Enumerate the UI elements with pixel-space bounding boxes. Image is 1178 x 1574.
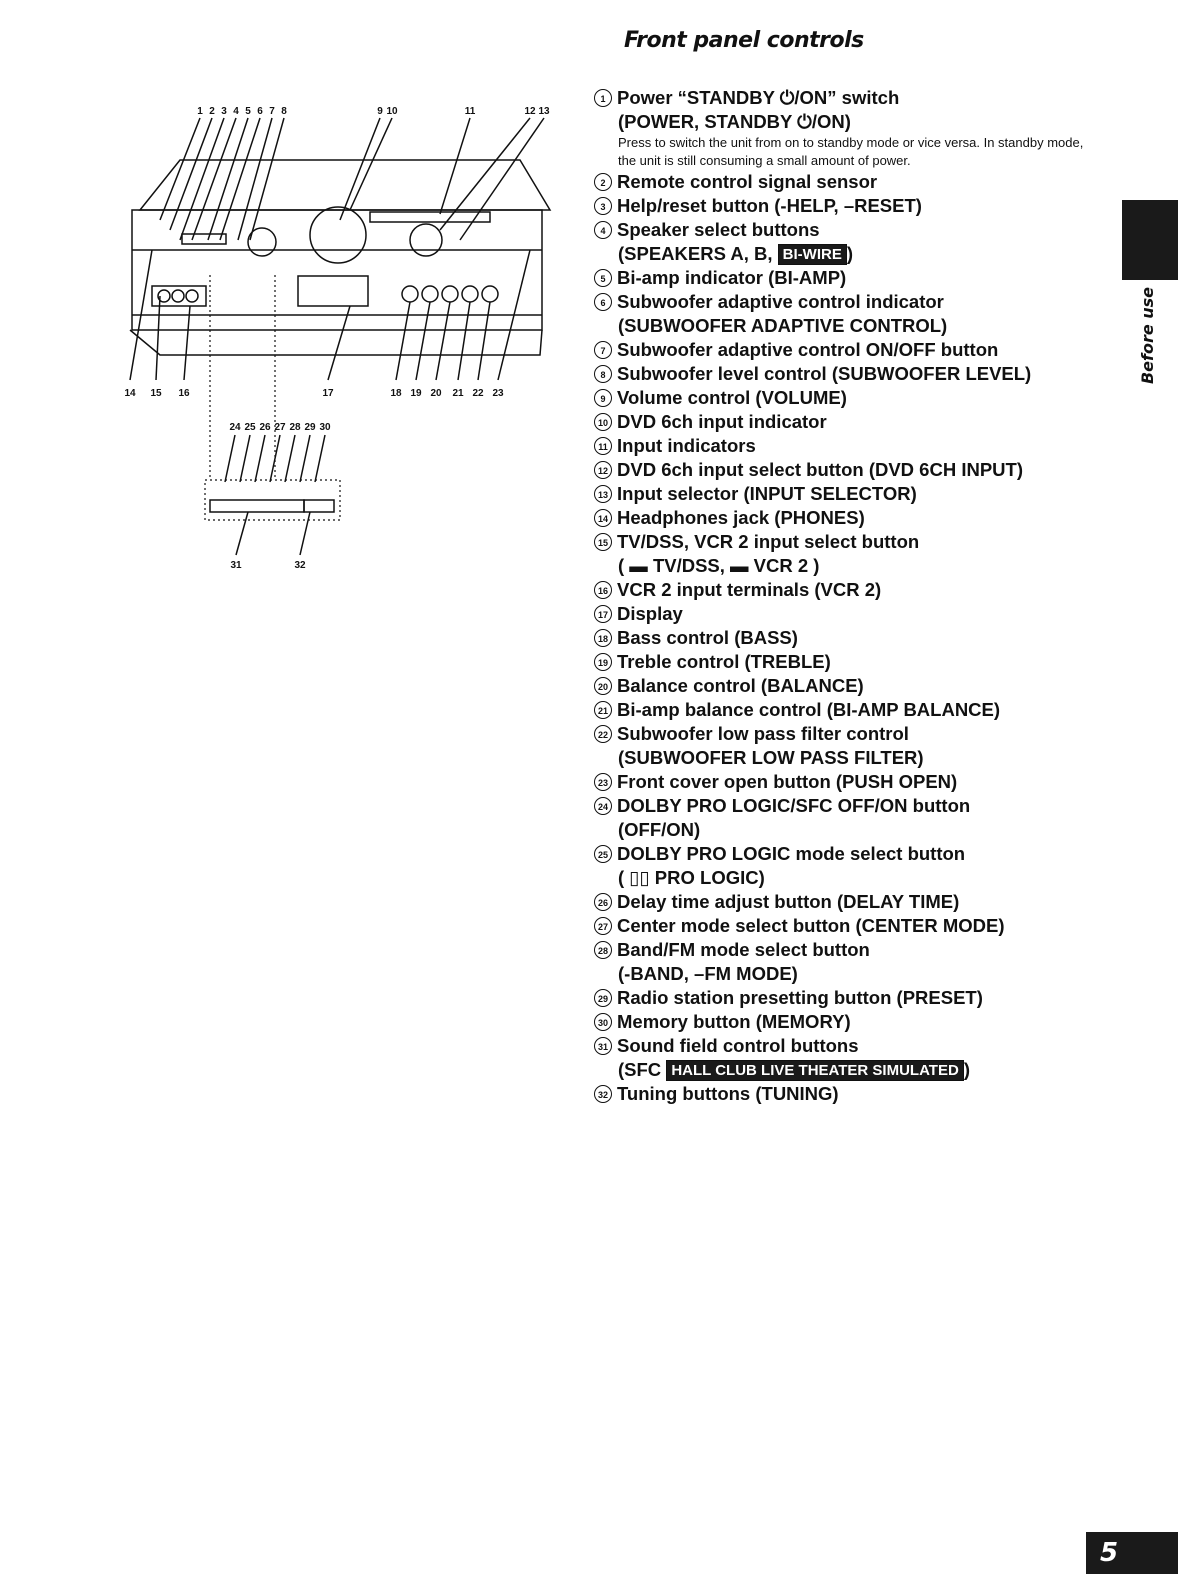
list-item [594, 986, 1114, 1010]
callout-2: 2 [209, 106, 215, 117]
list-item [594, 194, 1114, 218]
item-number-badge: 6 [594, 293, 612, 311]
item-number-badge: 1 [594, 89, 612, 107]
callout-10: 10 [386, 106, 398, 117]
item-label: Volume control (VOLUME) [617, 387, 847, 408]
item-label: Remote control signal sensor [617, 171, 878, 192]
list-item [594, 458, 1114, 482]
item-label: Subwoofer low pass filter control [617, 723, 909, 744]
list-item [594, 86, 1114, 170]
controls-list [594, 86, 1114, 1106]
item-label: Radio station presetting button (PRESET) [617, 987, 983, 1008]
callout-31: 31 [230, 560, 242, 571]
list-item [594, 506, 1114, 530]
section-tab-marker [1122, 200, 1178, 280]
page-number: 5 [1086, 1532, 1178, 1574]
list-item [594, 1034, 1114, 1082]
item-label: DOLBY PRO LOGIC/SFC OFF/ON button [617, 795, 971, 816]
item-label: VCR 2 input terminals (VCR 2) [617, 579, 882, 600]
item-number-badge: 15 [594, 533, 612, 551]
item-label: DOLBY PRO LOGIC mode select button [617, 843, 966, 864]
item-number-badge: 25 [594, 845, 612, 863]
list-item [594, 650, 1114, 674]
callout-26: 26 [259, 422, 271, 433]
item-label: Input indicators [617, 435, 756, 456]
item-label: Bi-amp balance control (BI-AMP BALANCE) [617, 699, 1001, 720]
item-badge-suffix: ) [846, 243, 854, 264]
list-item [594, 530, 1114, 578]
item-label: Tuning buttons (TUNING) [617, 1083, 839, 1104]
item-label: DVD 6ch input select button (DVD 6CH INPUT) [617, 459, 1023, 480]
callout-32: 32 [294, 560, 306, 571]
callout-19: 19 [410, 388, 422, 399]
callout-numbers [124, 106, 550, 571]
item-number-badge: 29 [594, 989, 612, 1007]
callout-25: 25 [244, 422, 256, 433]
list-item [594, 770, 1114, 794]
list-item [594, 626, 1114, 650]
callout-12: 12 [524, 106, 536, 117]
item-sublabel: ( ▬ TV/DSS, ▬ VCR 2 ) [618, 555, 820, 576]
list-item [594, 1082, 1114, 1106]
item-badge: HALL CLUB LIVE THEATER SIMULATED [666, 1060, 964, 1081]
callout-3: 3 [221, 106, 227, 117]
item-label: Power “STANDBY ⏻/ON” switch [617, 87, 900, 108]
item-label: Bass control (BASS) [617, 627, 798, 648]
item-label: DVD 6ch input indicator [617, 411, 827, 432]
list-item [594, 938, 1114, 986]
list-item [594, 722, 1114, 770]
subpanel-guide [205, 275, 340, 520]
list-item [594, 482, 1114, 506]
item-number-badge: 8 [594, 365, 612, 383]
item-label: Sound field control buttons [617, 1035, 859, 1056]
list-item [594, 338, 1114, 362]
list-item [594, 410, 1114, 434]
item-sublabel: (POWER, STANDBY ⏻/ON) [618, 111, 851, 132]
item-label: Help/reset button (-HELP, –RESET) [617, 195, 922, 216]
list-item [594, 890, 1114, 914]
callout-23: 23 [492, 388, 504, 399]
list-item [594, 794, 1114, 842]
item-label: Front cover open button (PUSH OPEN) [617, 771, 958, 792]
list-item [594, 266, 1114, 290]
callout-6: 6 [257, 106, 263, 117]
item-number-badge: 18 [594, 629, 612, 647]
item-description: Press to switch the unit from on to standby mode or vice versa. In standby mode, the unit is still consuming a small amount of power. [618, 135, 1084, 168]
list-item [594, 914, 1114, 938]
item-label: Delay time adjust button (DELAY TIME) [617, 891, 960, 912]
item-label: Band/FM mode select button [617, 939, 870, 960]
callout-15: 15 [150, 388, 162, 399]
item-number-badge: 14 [594, 509, 612, 527]
callout-30: 30 [319, 422, 331, 433]
list-item [594, 218, 1114, 266]
item-sublabel: (-BAND, –FM MODE) [618, 963, 798, 984]
front-panel-diagram [60, 90, 560, 590]
item-label: Display [617, 603, 683, 624]
callout-5: 5 [245, 106, 251, 117]
item-number-badge: 12 [594, 461, 612, 479]
item-number-badge: 19 [594, 653, 612, 671]
list-item [594, 434, 1114, 458]
item-sublabel: ( ▯▯ PRO LOGIC) [618, 867, 765, 888]
item-number-badge: 28 [594, 941, 612, 959]
item-number-badge: 30 [594, 1013, 612, 1031]
callout-28: 28 [289, 422, 301, 433]
callout-14: 14 [124, 388, 136, 399]
item-number-badge: 20 [594, 677, 612, 695]
list-item [594, 1010, 1114, 1034]
item-label: Memory button (MEMORY) [617, 1011, 851, 1032]
callout-24: 24 [229, 422, 241, 433]
section-tab [1128, 286, 1168, 384]
callout-9: 9 [377, 106, 383, 117]
item-number-badge: 17 [594, 605, 612, 623]
list-item [594, 170, 1114, 194]
item-label: Center mode select button (CENTER MODE) [617, 915, 1005, 936]
item-number-badge: 2 [594, 173, 612, 191]
item-number-badge: 13 [594, 485, 612, 503]
item-number-badge: 24 [594, 797, 612, 815]
item-label: Subwoofer adaptive control ON/OFF button [617, 339, 999, 360]
item-number-badge: 26 [594, 893, 612, 911]
item-number-badge: 4 [594, 221, 612, 239]
page-title: Front panel controls [624, 28, 864, 53]
item-label: TV/DSS, VCR 2 input select button [617, 531, 920, 552]
item-label: Treble control (TREBLE) [617, 651, 831, 672]
item-sublabel: (OFF/ON) [618, 819, 701, 840]
callout-27: 27 [274, 422, 286, 433]
item-sublabel: (SPEAKERS A, B, [618, 243, 778, 264]
callout-4: 4 [233, 106, 239, 117]
callout-18: 18 [390, 388, 402, 399]
receiver-outline [130, 118, 550, 380]
item-number-badge: 11 [594, 437, 612, 455]
callout-7: 7 [269, 106, 275, 117]
list-item [594, 602, 1114, 626]
callout-8: 8 [281, 106, 287, 117]
item-number-badge: 5 [594, 269, 612, 287]
callout-16: 16 [178, 388, 190, 399]
item-number-badge: 16 [594, 581, 612, 599]
list-item [594, 386, 1114, 410]
callout-20: 20 [430, 388, 442, 399]
subpanel [210, 435, 334, 555]
list-item [594, 578, 1114, 602]
item-number-badge: 3 [594, 197, 612, 215]
item-badge: BI-WIRE [778, 244, 847, 265]
list-item [594, 290, 1114, 338]
item-number-badge: 21 [594, 701, 612, 719]
item-number-badge: 10 [594, 413, 612, 431]
item-number-badge: 27 [594, 917, 612, 935]
item-label: Balance control (BALANCE) [617, 675, 864, 696]
item-sublabel: (SUBWOOFER LOW PASS FILTER) [618, 747, 924, 768]
callout-22: 22 [472, 388, 484, 399]
item-label: Speaker select buttons [617, 219, 820, 240]
list-item [594, 842, 1114, 890]
item-number-badge: 9 [594, 389, 612, 407]
list-item [594, 674, 1114, 698]
item-sublabel: (SFC [618, 1059, 667, 1080]
item-number-badge: 32 [594, 1085, 612, 1103]
callout-29: 29 [304, 422, 316, 433]
list-item [594, 698, 1114, 722]
item-label: Headphones jack (PHONES) [617, 507, 865, 528]
callout-13: 13 [538, 106, 550, 117]
section-tab-label: Before use [1138, 286, 1158, 384]
callout-17: 17 [322, 388, 334, 399]
callout-11: 11 [464, 106, 476, 117]
item-label: Input selector (INPUT SELECTOR) [617, 483, 917, 504]
item-label: Bi-amp indicator (BI-AMP) [617, 267, 847, 288]
item-number-badge: 31 [594, 1037, 612, 1055]
item-number-badge: 23 [594, 773, 612, 791]
item-badge-suffix: ) [963, 1059, 970, 1080]
item-label: Subwoofer adaptive control indicator [617, 291, 944, 312]
item-sublabel: (SUBWOOFER ADAPTIVE CONTROL) [618, 315, 948, 336]
callout-1: 1 [197, 106, 203, 117]
item-number-badge: 22 [594, 725, 612, 743]
item-label: Subwoofer level control (SUBWOOFER LEVEL) [617, 363, 1032, 384]
callout-21: 21 [452, 388, 464, 399]
item-number-badge: 7 [594, 341, 612, 359]
list-item [594, 362, 1114, 386]
